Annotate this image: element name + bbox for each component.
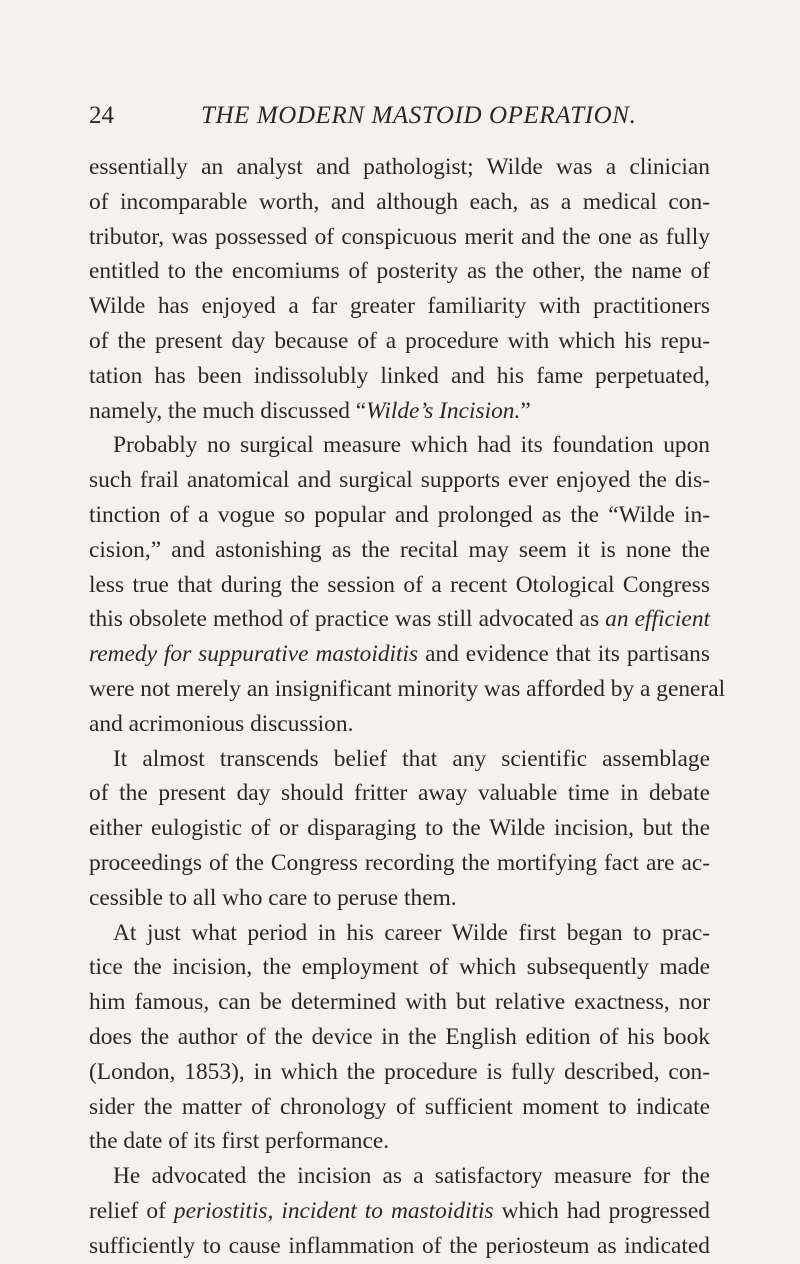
page-number: 24	[89, 102, 114, 129]
text-line: relief of periostitis, incident to mastoiditis which had progressed	[89, 1197, 710, 1224]
text-line: sufficiently to cause inflammation of the periosteum as indicated	[89, 1232, 710, 1259]
text-line: Wilde has enjoyed a far greater familiarity with practitioners	[89, 293, 710, 320]
running-head	[89, 98, 710, 134]
text-line: either eulogistic of or disparaging to the Wilde incision, but the	[89, 815, 710, 842]
text-line: tation has been indissolubly linked and his fame perpetuated,	[89, 362, 710, 389]
text-line: does the author of the device in the English edition of his book	[89, 1023, 710, 1050]
text-line: sider the matter of chronology of sufficient moment to indicate	[89, 1093, 710, 1120]
text-line: were not merely an insignificant minority was afforded by a general	[89, 675, 726, 702]
text-line: such frail anatomical and surgical supports ever enjoyed the dis-	[89, 467, 710, 494]
italic-term: remedy for suppurative mastoiditis	[89, 641, 419, 668]
text-line: tinction of a vogue so popular and prolonged as the “Wilde in-	[89, 501, 710, 528]
text-line: namely, the much discussed “Wilde’s Incision.”	[89, 397, 531, 424]
text-line: proceedings of the Congress recording the mortifying fact are ac-	[89, 849, 710, 876]
text-line: less true that during the session of a recent Otological Congress	[89, 571, 710, 598]
italic-term: an efficient	[605, 606, 711, 633]
text-line: him famous, can be determined with but relative exactness, nor	[89, 989, 710, 1016]
running-title: THE MODERN MASTOID OPERATION.	[201, 102, 637, 129]
text-line: tributor, was possessed of conspicuous merit and the one as fully	[89, 223, 710, 250]
body-text	[89, 150, 726, 1264]
text-line: the date of its first performance.	[89, 1128, 390, 1155]
text-line: Probably no surgical measure which had its foundation upon	[113, 432, 710, 459]
text-line: remedy for suppurative mastoiditis and evidence that its partisans	[89, 641, 710, 668]
text-line: entitled to the encomiums of posterity as the other, the name of	[89, 258, 710, 285]
text-line: of the present day because of a procedure with which his repu-	[89, 327, 710, 354]
text-line: He advocated the incision as a satisfactory measure for the	[113, 1163, 710, 1190]
italic-term: Wilde’s Incision.	[366, 397, 521, 424]
text-line: this obsolete method of practice was still advocated as an efficient	[89, 606, 711, 633]
text-line: (London, 1853), in which the procedure is fully described, con-	[89, 1058, 710, 1085]
text-line: cision,” and astonishing as the recital may seem it is none the	[89, 536, 710, 563]
text-line: and acrimonious discussion.	[89, 710, 354, 737]
italic-term: periostitis, incident to mastoiditis	[173, 1197, 494, 1224]
text-line: cessible to all who care to peruse them.	[89, 884, 457, 911]
text-line: essentially an analyst and pathologist; Wilde was a clinician	[89, 154, 710, 180]
text-line: At just what period in his career Wilde first began to prac-	[113, 919, 710, 946]
text-line: of the present day should fritter away valuable time in debate	[89, 780, 710, 807]
text-line: of incomparable worth, and although each, as a medical con-	[89, 188, 710, 215]
text-line: tice the incision, the employment of which subsequently made	[89, 954, 710, 981]
text-line: It almost transcends belief that any scientific assemblage	[113, 745, 710, 772]
